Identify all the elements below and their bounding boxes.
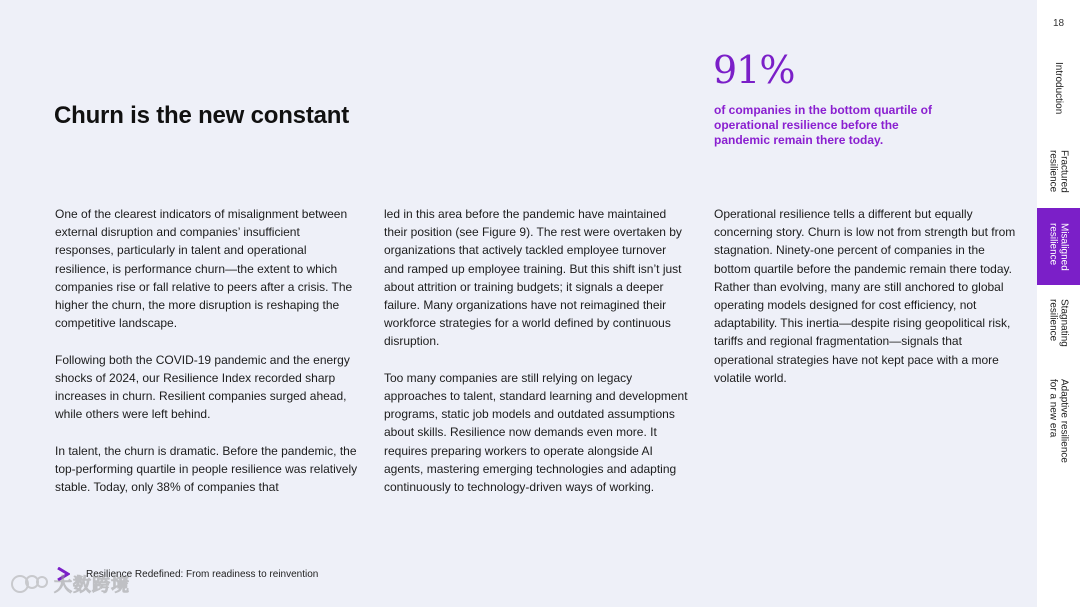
watermark-text: 大数跨境: [54, 575, 130, 595]
text-column-3: [714, 205, 1019, 405]
paragraph: Operational resilience tells a different but equally concerning story. Churn is low not from strength but from stagnation. Ninety-one percent of companies in the bottom quartile before the pandemic remain there today. Rather than evolving, many are still anchored to global operating models designed for cost efficiency, not adaptability. This inertia—despite rising geopolitical risk, tariffs and regional fragmentation—signals that operational strategies have not kept pace with a more volatile world.: [714, 207, 1016, 385]
paragraph: Following both the COVID-19 pandemic and the energy shocks of 2024, our Resilience Index recorded sharp increases in churn. Resilient companies surged ahead, while others were left behind.: [55, 352, 350, 422]
sidebar-item-adaptive-resilience[interactable]: [1037, 366, 1080, 476]
text-column-2: [384, 205, 689, 514]
sidebar-item-misaligned-resilience[interactable]: [1037, 208, 1080, 285]
page-title: Churn is the new constant: [54, 102, 350, 129]
sidebar-item-label: Introduction: [1053, 61, 1064, 115]
sidebar-item-stagnating-resilience[interactable]: [1037, 290, 1080, 356]
paragraph: One of the clearest indicators of misalignment between external disruption and companies’ insufficient responses, particularly in talent and operational resilience, is performance churn—the extent to which companies rise or fall relative to peers after a crisis. The higher the churn, the more disruption is reshaping the competitive landscape.: [55, 207, 353, 331]
stat-number: 91%: [713, 48, 795, 92]
footer-text: Resilience Redefined: From readiness to reinvention: [86, 568, 319, 580]
sidebar-item-label: Misaligned resilience: [1047, 222, 1070, 271]
sidebar-item-label: Fractured resilience: [1047, 149, 1070, 193]
watermark-logo-icon: [10, 572, 50, 596]
page-number: 18: [1052, 18, 1065, 29]
paragraph: led in this area before the pandemic have maintained their position (see Figure 9). The rest were overtaken by organizations that actively tackled employee turnover and ramped up employee training. But this shift isn’t just about attrition or training budgets; it signals a deeper failure. Many organizations have not reimagined their workforce strategies for a world defined by continuous disruption.: [384, 207, 682, 349]
text-column-1: [55, 205, 360, 514]
paragraph: In talent, the churn is dramatic. Before the pandemic, the top-performing quartile in people resilience was relatively stable. Today, only 38% of companies that: [55, 443, 358, 495]
section-sidebar: [1037, 0, 1080, 607]
sidebar-item-introduction[interactable]: [1037, 52, 1080, 124]
sidebar-item-label: Stagnating resilience: [1047, 299, 1070, 347]
sidebar-item-fractured-resilience[interactable]: [1037, 138, 1080, 204]
watermark: [10, 571, 130, 597]
paragraph: Too many companies are still relying on legacy approaches to talent, standard learning and development programs, static job models and outdated assumptions about skills. Resilience now demands even more. It requires preparing workers to operate alongside AI agents, mastering emerging technologies and adapting continuously to technology-driven ways of working.: [384, 370, 688, 495]
stat-caption: of companies in the bottom quartile of operational resilience before the pandemic remain there today.: [714, 103, 933, 147]
sidebar-item-label: Adaptive resilience for a new era: [1047, 379, 1070, 463]
